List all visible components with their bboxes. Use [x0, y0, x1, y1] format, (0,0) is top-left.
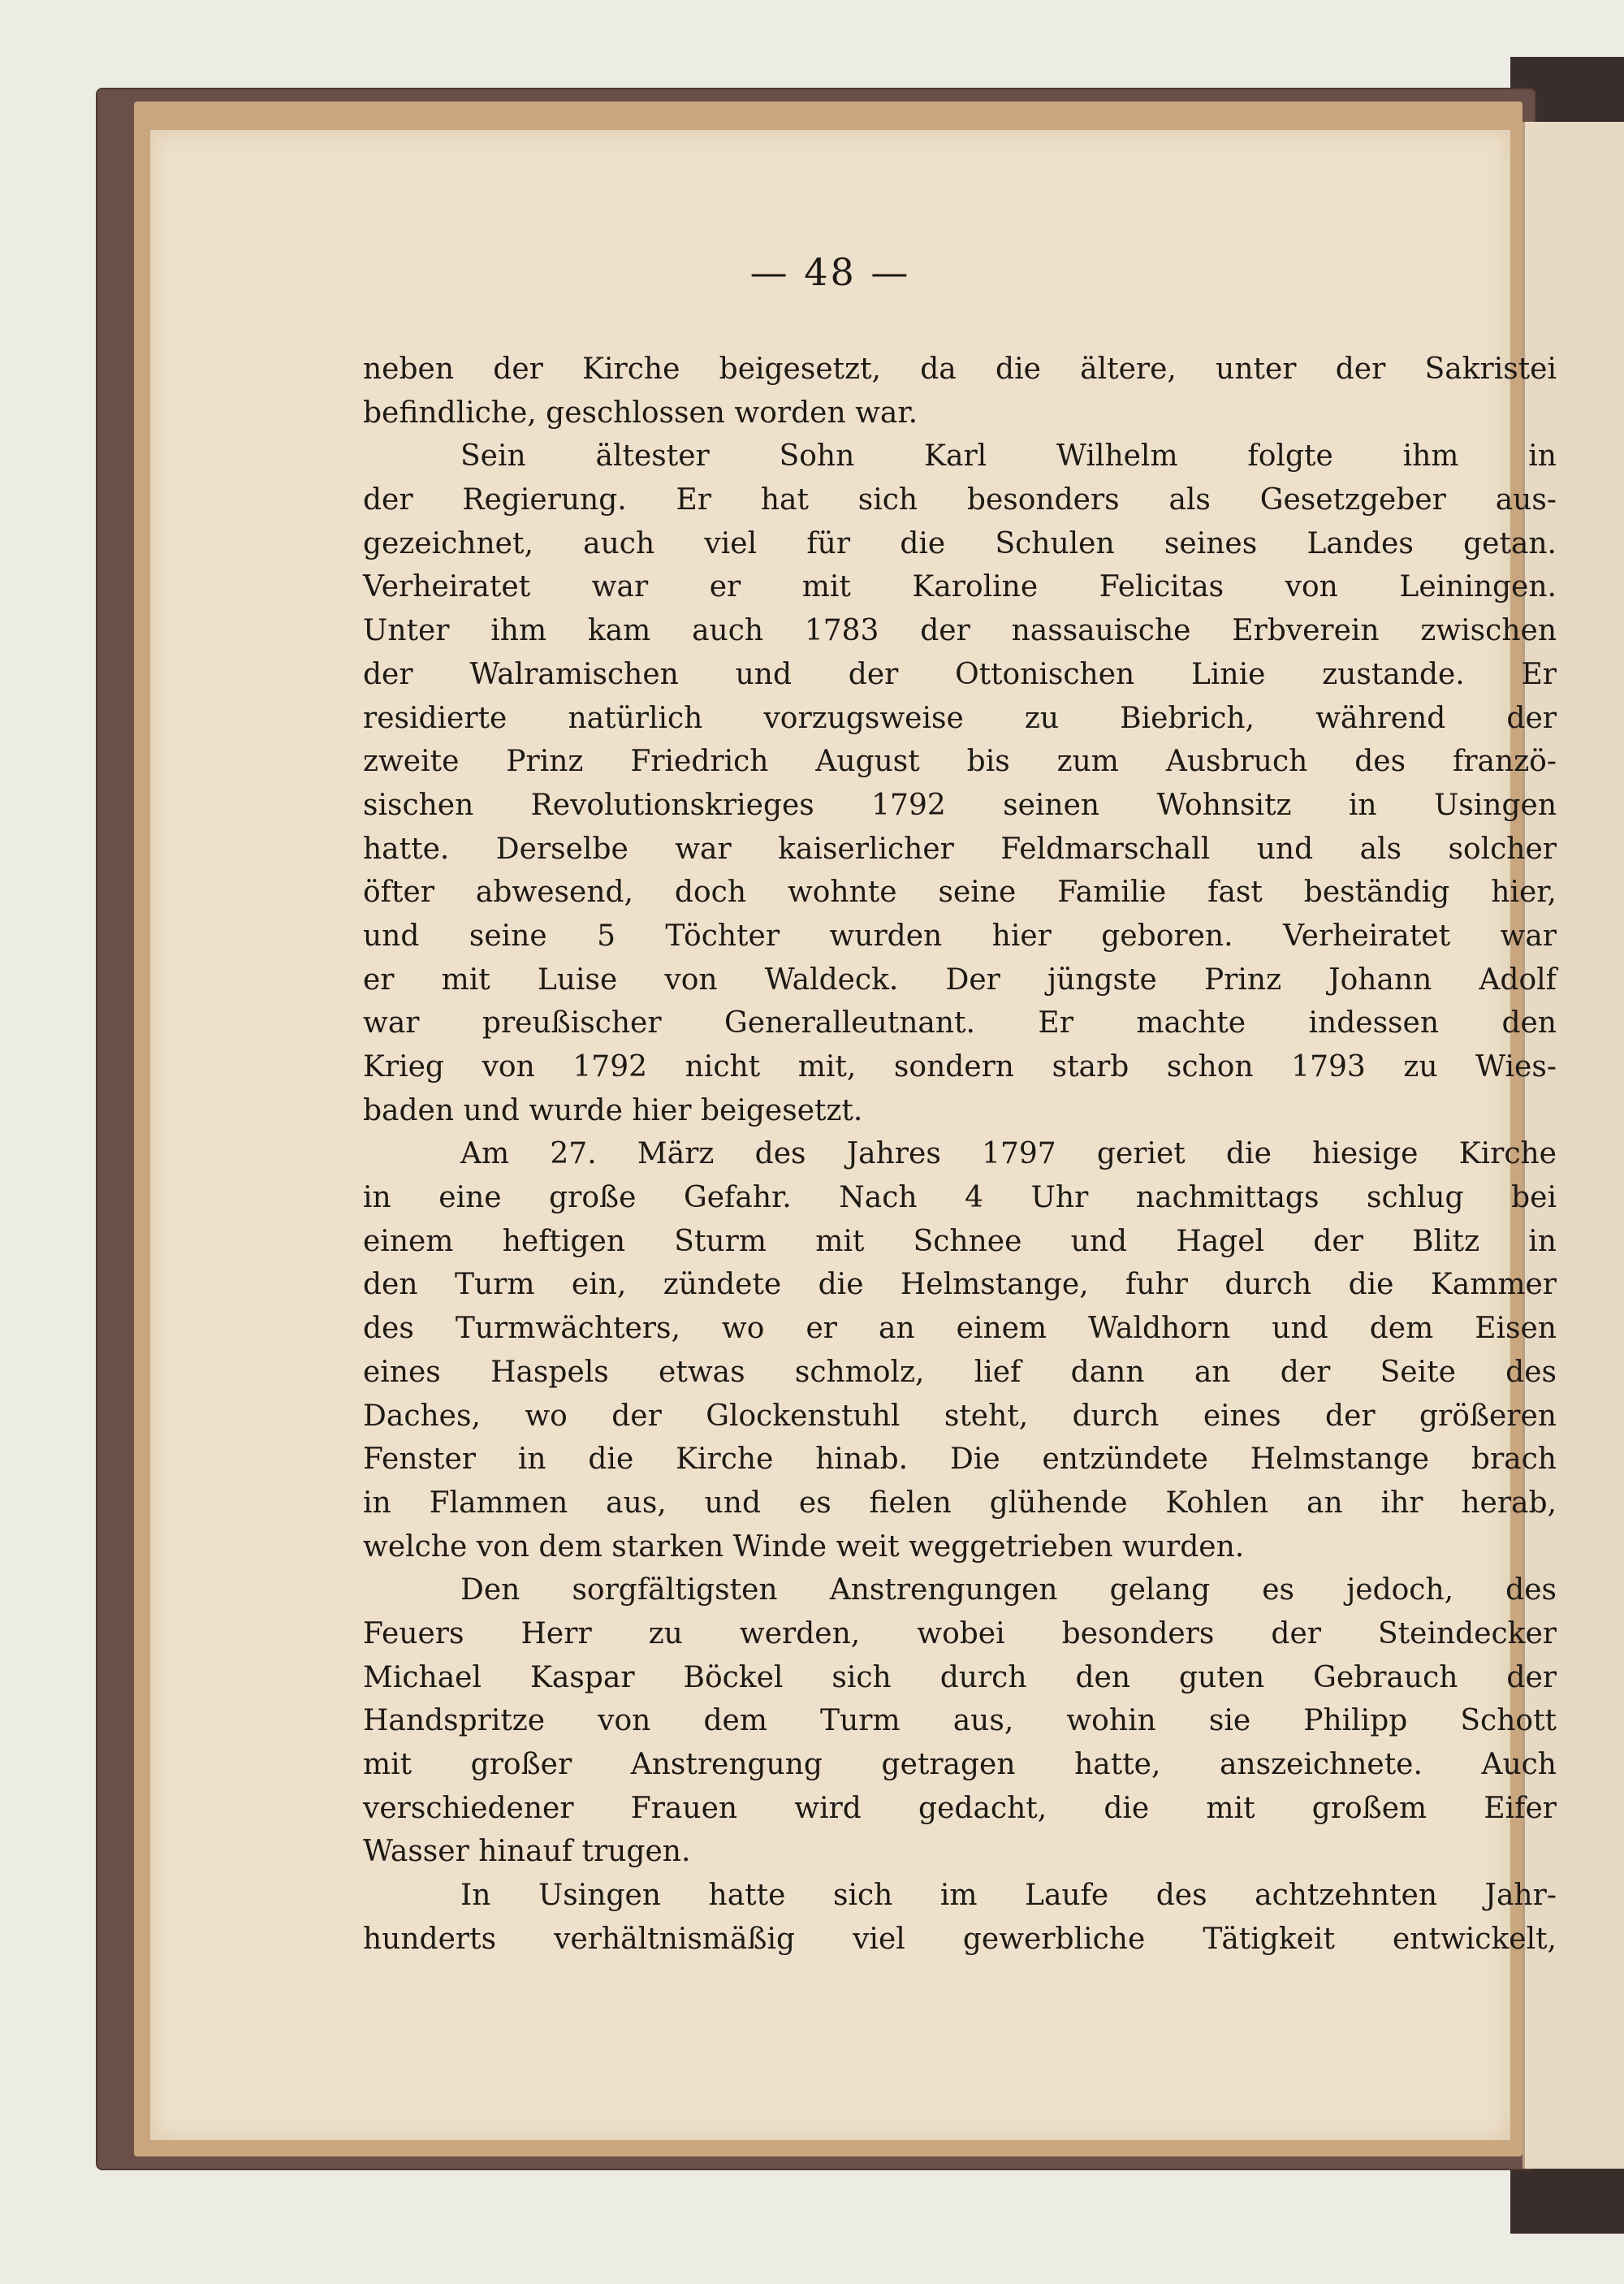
- page-body-text: [363, 348, 1557, 1961]
- text-line: und seine 5 Töchter wurden hier geboren. Verheiratet war: [363, 919, 1557, 953]
- text-line: befindliche, geschlossen worden war.: [363, 396, 918, 430]
- book-page: [150, 130, 1557, 2140]
- text-line: eines Haspels etwas schmolz, lief dann an der Seite des: [363, 1355, 1557, 1389]
- text-line: residierte natürlich vorzugsweise zu Biebrich, während der: [363, 701, 1557, 735]
- text-line: In Usingen hatte sich im Laufe des achtzehnten Jahr-: [460, 1879, 1557, 1913]
- text-line: öfter abwesend, doch wohnte seine Familie fast beständig hier,: [363, 876, 1557, 910]
- text-line: Feuers Herr zu werden, wobei besonders der Steindecker: [363, 1616, 1557, 1650]
- text-line: Sein ältester Sohn Karl Wilhelm folgte ihm in: [460, 439, 1557, 474]
- text-line: Den sorgfältigsten Anstrengungen gelang es jedoch, des: [460, 1573, 1557, 1607]
- text-line: zweite Prinz Friedrich August bis zum Ausbruch des franzö-: [363, 745, 1557, 779]
- text-line: in Flammen aus, und es fielen glühende Kohlen an ihr herab,: [363, 1486, 1557, 1520]
- page-number-header: — 48 —: [749, 250, 911, 294]
- text-line: Unter ihm kam auch 1783 der nassauische Erbverein zwischen: [363, 614, 1557, 648]
- text-line: Krieg von 1792 nicht mit, sondern starb schon 1793 zu Wies-: [363, 1050, 1557, 1084]
- text-line: des Turmwächters, wo er an einem Waldhorn und dem Eisen: [363, 1312, 1557, 1346]
- text-line: einem heftigen Sturm mit Schnee und Hagel der Blitz in: [363, 1224, 1557, 1258]
- text-line: Handspritze von dem Turm aus, wohin sie Philipp Schott: [363, 1704, 1557, 1738]
- text-line: er mit Luise von Waldeck. Der jüngste Prinz Johann Adolf: [363, 962, 1557, 997]
- text-line: welche von dem starken Winde weit weggetrieben wurden.: [363, 1529, 1245, 1564]
- text-line: Am 27. März des Jahres 1797 geriet die hiesige Kirche: [460, 1137, 1557, 1171]
- text-line: der Regierung. Er hat sich besonders als Gesetzgeber aus-: [363, 483, 1557, 517]
- text-line: mit großer Anstrengung getragen hatte, anszeichnete. Auch: [363, 1748, 1557, 1781]
- text-line: der Walramischen und der Ottonischen Linie zustande. Er: [363, 657, 1557, 691]
- text-line: hatte. Derselbe war kaiserlicher Feldmarschall und als solcher: [363, 832, 1557, 866]
- text-line: neben der Kirche beigesetzt, da die ältere, unter der Sakristei: [363, 353, 1557, 386]
- text-line: Michael Kaspar Böckel sich durch den guten Gebrauch der: [363, 1660, 1557, 1694]
- text-line: den Turm ein, zündete die Helmstange, fuhr durch die Kammer: [363, 1268, 1557, 1302]
- text-line: war preußischer Generalleutnant. Er machte indessen den: [363, 1006, 1557, 1040]
- text-line: hunderts verhältnismäßig viel gewerbliche Tätigkeit entwickelt,: [363, 1922, 1557, 1956]
- text-line: Fenster in die Kirche hinab. Die entzündete Helmstange brach: [363, 1443, 1557, 1477]
- text-line: sischen Revolutionskrieges 1792 seinen Wohnsitz in Usingen: [363, 788, 1557, 822]
- text-line: verschiedener Frauen wird gedacht, die mit großem Eifer: [363, 1791, 1557, 1825]
- text-line: Wasser hinauf trugen.: [363, 1835, 691, 1869]
- text-line: baden und wurde hier beigesetzt.: [363, 1093, 863, 1127]
- text-line: in eine große Gefahr. Nach 4 Uhr nachmittags schlug bei: [363, 1181, 1557, 1215]
- text-line: gezeichnet, auch viel für die Schulen seines Landes getan.: [363, 526, 1557, 560]
- text-line: Verheiratet war er mit Karoline Felicitas von Leiningen.: [363, 570, 1557, 604]
- text-line: Daches, wo der Glockenstuhl steht, durch eines der größeren: [363, 1399, 1557, 1433]
